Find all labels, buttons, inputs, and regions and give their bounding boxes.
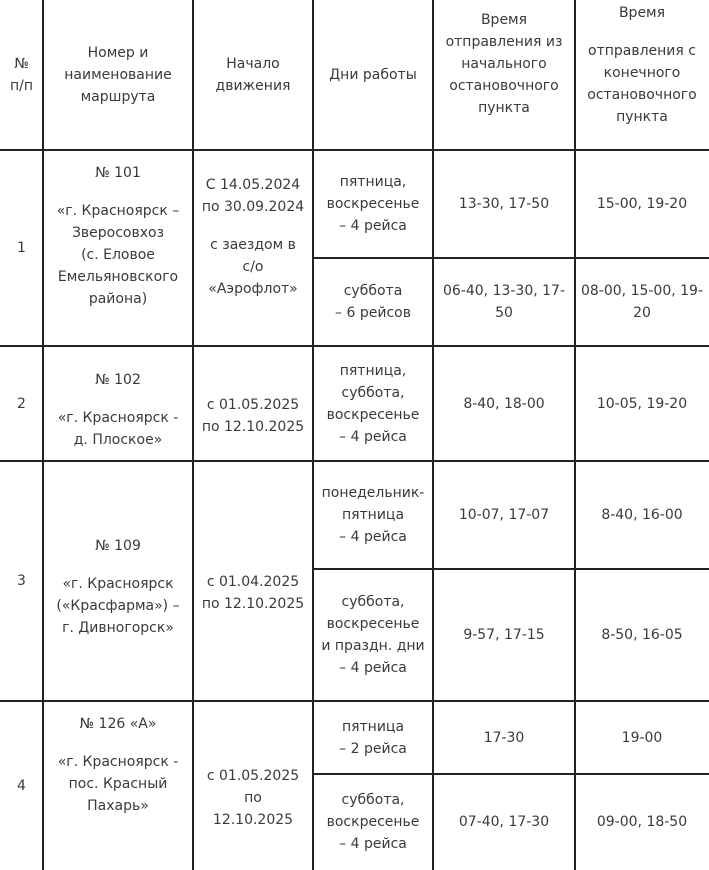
header-cell-days (313, 0, 433, 150)
start-date: С 14.05.2024 (205, 177, 301, 193)
row-number: 3 (17, 573, 26, 589)
departure-time-end: 10-05, 19-20 (596, 395, 688, 412)
grid-line-vertical (192, 0, 194, 870)
start-date: по (244, 789, 262, 806)
route-name: пос. Красный (68, 776, 168, 792)
cell-number (0, 150, 43, 346)
header-cell-departure-start (433, 0, 575, 150)
header-cell-departure-end (575, 0, 709, 150)
trips-count: – 4 рейса (339, 660, 407, 676)
start-date: с 01.04.2025 (206, 574, 300, 590)
grid-line-vertical (312, 0, 314, 870)
route-name: «г. Красноярск (62, 576, 174, 592)
days-line: воскресенье (326, 616, 420, 632)
cell-departure-start (433, 701, 575, 774)
grid-line-vertical (42, 0, 44, 870)
cell-departure-start (433, 774, 575, 870)
cell-route (43, 346, 193, 461)
trips-count: – 2 рейса (339, 740, 407, 757)
cell-days (313, 258, 433, 346)
days-line: суббота, (341, 792, 405, 808)
cell-departure-start (433, 569, 575, 701)
route-name: «г. Красноярск - (57, 409, 179, 426)
cell-departure-start (433, 258, 575, 346)
departure-time-start: 50 (495, 305, 513, 321)
row-number: 4 (17, 777, 26, 794)
departure-time-end: 08-00, 15-00, 19- (580, 283, 704, 299)
days-line: и праздн. дни (321, 638, 425, 654)
cell-days (313, 150, 433, 258)
cell-days (313, 774, 433, 870)
days-line: пятница, (339, 174, 407, 190)
header-start: Начало (226, 56, 280, 72)
grid-line-sub (313, 773, 709, 775)
route-name: г. Дивногорск» (62, 620, 174, 636)
departure-time-start: 13-30, 17-50 (458, 196, 550, 212)
route-number: № 126 «А» (79, 716, 157, 732)
route-name: Пахарь» (87, 798, 149, 814)
grid-line-sub (313, 257, 709, 259)
header-route: маршрута (80, 89, 156, 105)
days-line: пятница (341, 718, 405, 735)
cell-start (193, 461, 313, 701)
cell-route (43, 150, 193, 346)
header-departure-start: остановочного (449, 78, 559, 94)
route-name: «г. Красноярск - (57, 754, 179, 770)
trips-count: – 4 рейса (339, 836, 407, 852)
cell-departure-end (575, 150, 709, 258)
cell-number (0, 461, 43, 701)
header-departure-start: начального (461, 56, 547, 72)
days-line: воскресенье (326, 196, 420, 212)
trips-count: – 4 рейса (339, 428, 407, 445)
route-number: № 102 (95, 371, 141, 388)
start-date: по 12.10.2025 (201, 418, 305, 435)
start-note: с заездом в (210, 237, 296, 253)
departure-time-end: 8-40, 16-00 (601, 507, 683, 523)
grid-line-vertical (432, 0, 434, 870)
grid-line-horizontal (0, 700, 709, 702)
start-date: с 01.05.2025 (206, 767, 300, 784)
header-number: № (14, 56, 29, 72)
days-line: суббота, (341, 594, 405, 610)
cell-departure-start (433, 461, 575, 569)
cell-days (313, 346, 433, 461)
cell-route (43, 701, 193, 870)
cell-start (193, 150, 313, 346)
cell-departure-end (575, 258, 709, 346)
cell-departure-end (575, 569, 709, 701)
start-date: с 01.05.2025 (206, 396, 300, 413)
departure-time-end: 09-00, 18-50 (596, 814, 688, 830)
route-name: Зверосовхоз (71, 225, 165, 241)
departure-time-start: 8-40, 18-00 (463, 395, 545, 412)
header-cell-route (43, 0, 193, 150)
header-departure-end: отправления с (588, 43, 696, 59)
header-departure-end: остановочного (587, 87, 697, 103)
days-line: воскресенье (326, 814, 420, 830)
days-line: воскресенье (326, 406, 420, 423)
header-days: Дни работы (329, 67, 417, 83)
start-date: по 30.09.2024 (201, 199, 305, 215)
header-departure-end: пункта (616, 109, 668, 125)
grid-line-vertical (574, 0, 576, 870)
cell-start (193, 701, 313, 870)
route-name: района) (88, 291, 148, 307)
departure-time-start: 06-40, 13-30, 17- (442, 283, 566, 299)
departure-time-end: 15-00, 19-20 (596, 196, 688, 212)
header-departure-start: пункта (478, 100, 530, 116)
header-route: Номер и (87, 45, 149, 61)
days-line: суббота (343, 283, 403, 299)
trips-count: – 4 рейса (339, 218, 407, 234)
cell-days (313, 461, 433, 569)
row-number: 2 (17, 395, 26, 412)
days-line: пятница, (339, 362, 407, 379)
grid-line-horizontal (0, 345, 709, 347)
cell-departure-end (575, 774, 709, 870)
route-name: Емельяновского (57, 269, 179, 285)
departure-time-start: 10-07, 17-07 (458, 507, 550, 523)
cell-number (0, 701, 43, 870)
header-departure-start: Время (480, 12, 528, 28)
cell-departure-end (575, 701, 709, 774)
departure-time-start: 9-57, 17-15 (463, 627, 545, 643)
header-number: п/п (9, 78, 34, 94)
row-number: 1 (17, 240, 26, 256)
start-note: «Аэрофлот» (208, 281, 298, 297)
header-departure-end-title: Время (618, 5, 666, 21)
route-name: («Красфарма») – (56, 598, 180, 614)
grid-line-horizontal (0, 149, 709, 151)
start-date: 12.10.2025 (212, 811, 294, 828)
days-line: суббота, (341, 384, 405, 401)
cell-start (193, 346, 313, 461)
days-line: понедельник- (321, 485, 425, 501)
cell-number (0, 346, 43, 461)
cell-departure-start (433, 346, 575, 461)
grid-line-sub (313, 568, 709, 570)
days-line: пятница (341, 507, 405, 523)
departure-time-start: 17-30 (483, 729, 525, 746)
departure-time-end: 8-50, 16-05 (601, 627, 683, 643)
trips-count: – 6 рейсов (335, 305, 411, 321)
start-date: по 12.10.2025 (201, 596, 305, 612)
cell-departure-start (433, 150, 575, 258)
trips-count: – 4 рейса (339, 529, 407, 545)
header-route: наименование (64, 67, 172, 83)
cell-route (43, 461, 193, 701)
header-cell-start (193, 0, 313, 150)
cell-departure-end (575, 461, 709, 569)
header-start: движения (215, 78, 291, 94)
route-name: «г. Красноярск – (56, 203, 180, 219)
cell-departure-end (575, 346, 709, 461)
grid-line-horizontal (0, 460, 709, 462)
departure-time-start: 07-40, 17-30 (458, 814, 550, 830)
route-number: № 109 (95, 538, 141, 554)
route-name: (с. Еловое (81, 247, 155, 263)
cell-days (313, 701, 433, 774)
route-name: д. Плоское» (73, 431, 163, 448)
cell-days (313, 569, 433, 701)
header-cell-number (0, 0, 43, 150)
departure-time-end: 20 (633, 305, 651, 321)
header-departure-end: конечного (603, 65, 681, 81)
header-departure-start: отправления из (445, 34, 563, 50)
departure-time-end: 19-00 (621, 729, 663, 746)
route-number: № 101 (95, 165, 141, 181)
start-note: с/о (242, 259, 264, 275)
